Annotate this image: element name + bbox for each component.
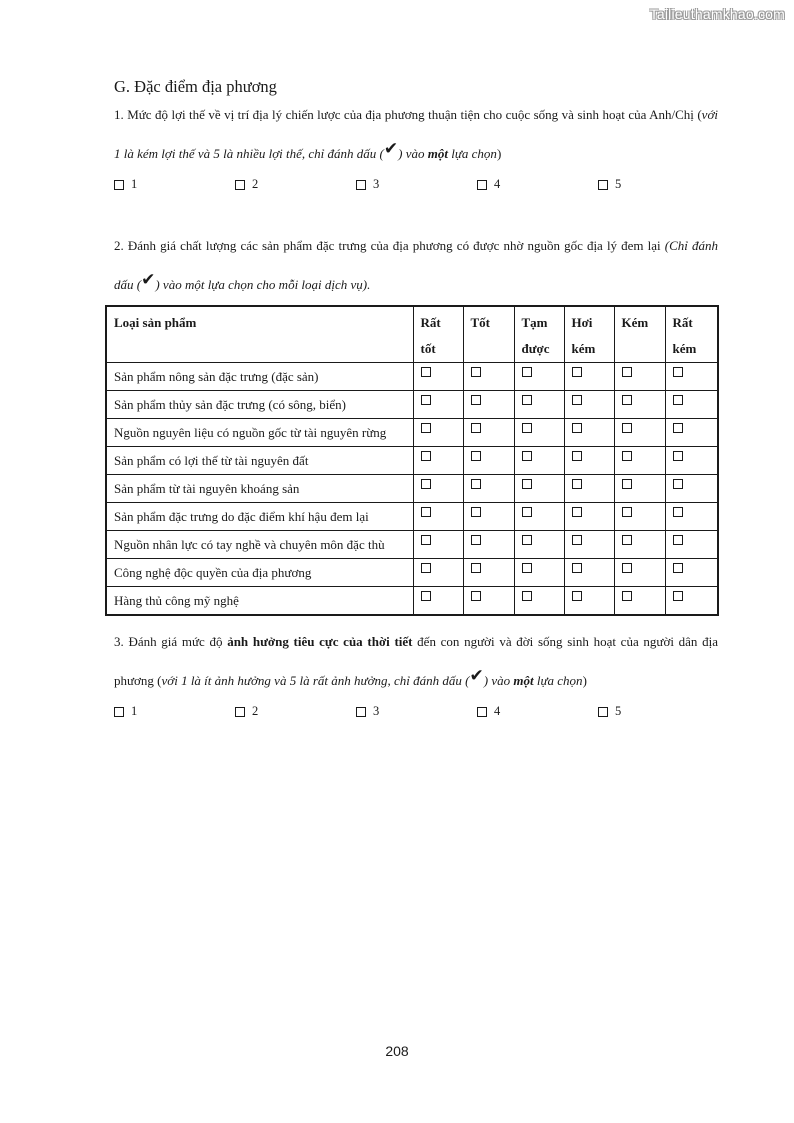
product-name: Sản phẩm từ tài nguyên khoáng sản [106, 475, 413, 503]
rating-cell[interactable] [564, 587, 614, 616]
rating-cell[interactable] [665, 475, 718, 503]
product-name: Sản phẩm nông sản đặc trưng (đặc sản) [106, 363, 413, 391]
question-3-emphasis: ảnh hưởng tiêu cực của thời tiết [227, 634, 413, 649]
checkbox-icon[interactable] [421, 563, 431, 573]
checkbox-icon[interactable] [622, 395, 632, 405]
checkbox-icon[interactable] [421, 423, 431, 433]
header-poor: Kém [614, 306, 665, 363]
checkbox-icon[interactable] [673, 535, 683, 545]
rating-cell[interactable] [413, 391, 463, 419]
checkbox-icon[interactable] [114, 180, 124, 190]
option-label: 3 [373, 704, 380, 718]
rating-cell[interactable] [413, 587, 463, 616]
product-rating-table [105, 305, 719, 616]
rating-cell[interactable] [514, 475, 564, 503]
checkbox-icon[interactable] [421, 479, 431, 489]
checkbox-icon[interactable] [471, 423, 481, 433]
checkbox-icon[interactable] [421, 591, 431, 601]
option-4[interactable] [477, 177, 500, 192]
checkbox-icon[interactable] [622, 507, 632, 517]
rating-cell[interactable] [665, 363, 718, 391]
checkbox-icon[interactable] [622, 591, 632, 601]
question-2 [114, 227, 718, 304]
checkbox-icon[interactable] [522, 563, 532, 573]
rating-cell[interactable] [514, 447, 564, 475]
question-3-options [114, 704, 634, 724]
checkbox-icon[interactable] [572, 423, 582, 433]
rating-cell[interactable] [614, 587, 665, 616]
checkbox-icon[interactable] [522, 591, 532, 601]
rating-cell[interactable] [463, 391, 514, 419]
question-1-options [114, 177, 634, 197]
rating-cell[interactable] [514, 391, 564, 419]
table-row [106, 503, 718, 531]
checkbox-icon[interactable] [471, 451, 481, 461]
rating-cell[interactable] [413, 419, 463, 447]
question-2-hint: (Chỉ đánh dấu (✔) vào một lựa chọn cho mỗi loại dịch vụ). [114, 238, 718, 292]
product-name: Nguồn nguyên liệu có nguồn gốc từ tài nguyên rừng [106, 419, 413, 447]
checkbox-icon[interactable] [421, 451, 431, 461]
rating-cell[interactable] [413, 531, 463, 559]
checkbox-icon[interactable] [673, 479, 683, 489]
rating-cell[interactable] [564, 503, 614, 531]
rating-cell[interactable] [614, 503, 665, 531]
product-name: Sản phẩm đặc trưng do đặc điểm khí hậu đem lại [106, 503, 413, 531]
rating-cell[interactable] [514, 363, 564, 391]
header-product: Loại sản phẩm [106, 306, 413, 363]
checkbox-icon[interactable] [235, 180, 245, 190]
checkbox-icon[interactable] [477, 180, 487, 190]
question-1: 1. Mức độ lợi thế về vị trí địa lý chiến lược của địa phương thuận tiện cho cuộc sống và sinh hoạt của Anh/Chị (với 1 là kém lợi thế và 5 là nhiều lợi thế, chỉ đánh dấu (✔) vào một lựa chọn) [114, 107, 718, 161]
rating-cell[interactable] [564, 447, 614, 475]
rating-cell[interactable] [463, 503, 514, 531]
rating-cell[interactable] [413, 559, 463, 587]
checkbox-icon[interactable] [622, 423, 632, 433]
rating-cell[interactable] [564, 419, 614, 447]
watermark: Tailieuthamkhao.com [649, 6, 785, 22]
checkbox-icon[interactable] [471, 591, 481, 601]
option-label: 3 [373, 177, 380, 191]
option-3[interactable] [356, 704, 379, 719]
checkbox-icon[interactable] [471, 395, 481, 405]
rating-cell[interactable] [514, 587, 564, 616]
checkbox-icon[interactable] [673, 563, 683, 573]
checkbox-icon[interactable] [572, 479, 582, 489]
rating-cell[interactable] [665, 391, 718, 419]
product-name: Nguồn nhân lực có tay nghề và chuyên môn đặc thù [106, 531, 413, 559]
rating-cell[interactable] [463, 363, 514, 391]
checkbox-icon[interactable] [471, 563, 481, 573]
table-row [106, 447, 718, 475]
checkbox-icon[interactable] [622, 563, 632, 573]
page-number: 208 [385, 1043, 409, 1059]
checkbox-icon[interactable] [471, 367, 481, 377]
rating-cell[interactable] [614, 447, 665, 475]
rating-cell[interactable] [413, 475, 463, 503]
checkbox-icon[interactable] [356, 707, 366, 717]
option-2[interactable] [235, 177, 258, 192]
rating-cell[interactable] [564, 363, 614, 391]
table-row [106, 531, 718, 559]
product-name: Công nghệ độc quyền của địa phương [106, 559, 413, 587]
checkbox-icon[interactable] [356, 180, 366, 190]
rating-cell[interactable] [665, 531, 718, 559]
rating-cell[interactable] [665, 503, 718, 531]
option-4[interactable] [477, 704, 500, 719]
checkbox-icon[interactable] [471, 507, 481, 517]
header-slightly-poor: Hơi kém [564, 306, 614, 363]
checkbox-icon[interactable] [572, 563, 582, 573]
rating-cell[interactable] [564, 475, 614, 503]
question-3-hint: với 1 là ít ảnh hưởng và 5 là rất ảnh hưởng, chỉ đánh dấu (✔) vào một lựa chọn [161, 666, 583, 688]
section-title: G. Đặc điểm địa phương [114, 77, 277, 96]
checkbox-icon[interactable] [522, 451, 532, 461]
checkbox-icon[interactable] [471, 479, 481, 489]
rating-cell[interactable] [665, 559, 718, 587]
checkbox-icon[interactable] [572, 395, 582, 405]
rating-cell[interactable] [413, 503, 463, 531]
rating-cell[interactable] [514, 559, 564, 587]
table-row [106, 363, 718, 391]
table-row [106, 559, 718, 587]
question-1-hint: với 1 là kém lợi thế và 5 là nhiều lợi thế, chỉ đánh dấu (✔) vào một lựa chọn [114, 107, 718, 161]
checkbox-icon[interactable] [673, 423, 683, 433]
header-very-good: Rất tốt [413, 306, 463, 363]
product-name: Hàng thủ công mỹ nghệ [106, 587, 413, 616]
checkbox-icon[interactable] [622, 367, 632, 377]
rating-cell[interactable] [614, 475, 665, 503]
checkbox-icon[interactable] [421, 535, 431, 545]
checkbox-icon[interactable] [471, 535, 481, 545]
checkbox-icon[interactable] [673, 591, 683, 601]
option-5[interactable] [598, 704, 621, 719]
checkbox-icon[interactable] [522, 395, 532, 405]
checkbox-icon[interactable] [522, 367, 532, 377]
header-good: Tốt [463, 306, 514, 363]
question-3: 3. Đánh giá mức độ ảnh hưởng tiêu cực của thời tiết đến con người và đời sống sinh hoạt của người dân địa phương (với 1 là ít ảnh hưởng và 5 là rất ảnh hưởng, chỉ đánh dấu (✔) vào một lựa chọn) [114, 634, 718, 688]
rating-cell[interactable] [564, 531, 614, 559]
checkbox-icon[interactable] [572, 535, 582, 545]
checkbox-icon[interactable] [235, 707, 245, 717]
checkbox-icon[interactable] [421, 507, 431, 517]
rating-cell[interactable] [614, 419, 665, 447]
checkbox-icon[interactable] [572, 367, 582, 377]
product-name: Sản phẩm có lợi thế từ tài nguyên đất [106, 447, 413, 475]
rating-cell[interactable] [413, 363, 463, 391]
header-acceptable: Tạm được [514, 306, 564, 363]
option-5[interactable] [598, 177, 621, 192]
rating-cell[interactable] [564, 559, 614, 587]
rating-cell[interactable] [463, 419, 514, 447]
rating-cell[interactable] [463, 475, 514, 503]
rating-cell[interactable] [665, 447, 718, 475]
option-label: 2 [252, 704, 259, 718]
checkbox-icon[interactable] [598, 180, 608, 190]
option-label: 5 [615, 704, 622, 718]
option-label: 2 [252, 177, 259, 191]
rating-cell[interactable] [614, 559, 665, 587]
rating-cell[interactable] [463, 559, 514, 587]
checkbox-icon[interactable] [522, 423, 532, 433]
checkmark-icon: ✔ [469, 666, 484, 686]
option-3[interactable] [356, 177, 379, 192]
product-name: Sản phẩm thủy sản đặc trưng (có sông, biển) [106, 391, 413, 419]
header-very-poor: Rất kém [665, 306, 718, 363]
rating-cell[interactable] [514, 531, 564, 559]
checkbox-icon[interactable] [673, 395, 683, 405]
rating-cell[interactable] [463, 531, 514, 559]
table-row [106, 587, 718, 616]
checkbox-icon[interactable] [622, 535, 632, 545]
checkbox-icon[interactable] [421, 367, 431, 377]
checkbox-icon[interactable] [572, 451, 582, 461]
checkbox-icon[interactable] [522, 479, 532, 489]
rating-cell[interactable] [463, 587, 514, 616]
rating-cell[interactable] [514, 419, 564, 447]
table-row [106, 391, 718, 419]
question-1-text: 1. Mức độ lợi thế về vị trí địa lý chiến lược của địa phương thuận tiện cho cuộc sống và sinh hoạt của Anh/Chị ( [114, 107, 702, 122]
option-label: 4 [494, 177, 501, 191]
rating-cell[interactable] [665, 587, 718, 616]
rating-cell[interactable] [463, 447, 514, 475]
checkmark-icon: ✔ [383, 139, 399, 159]
option-label: 1 [131, 177, 138, 191]
checkbox-icon[interactable] [421, 395, 431, 405]
checkbox-icon[interactable] [622, 451, 632, 461]
option-label: 1 [131, 704, 138, 718]
checkbox-icon[interactable] [673, 451, 683, 461]
rating-cell[interactable] [514, 503, 564, 531]
option-label: 4 [494, 704, 501, 718]
option-1[interactable] [114, 704, 137, 719]
checkbox-icon[interactable] [572, 591, 582, 601]
rating-cell[interactable] [614, 363, 665, 391]
checkbox-icon[interactable] [622, 479, 632, 489]
checkbox-icon[interactable] [673, 507, 683, 517]
checkbox-icon[interactable] [572, 507, 582, 517]
checkbox-icon[interactable] [598, 707, 608, 717]
checkbox-icon[interactable] [114, 707, 124, 717]
checkbox-icon[interactable] [522, 507, 532, 517]
rating-cell[interactable] [564, 391, 614, 419]
checkbox-icon[interactable] [522, 535, 532, 545]
rating-cell[interactable] [665, 419, 718, 447]
checkbox-icon[interactable] [673, 367, 683, 377]
question-2-text: 2. Đánh giá chất lượng các sản phẩm đặc trưng của địa phương có được nhờ nguồn gốc địa lý đem lại [114, 238, 665, 253]
rating-cell[interactable] [413, 447, 463, 475]
option-2[interactable] [235, 704, 258, 719]
rating-cell[interactable] [614, 531, 665, 559]
checkmark-icon: ✔ [141, 270, 156, 290]
option-label: 5 [615, 177, 622, 191]
table-header-row [106, 306, 718, 363]
rating-cell[interactable] [614, 391, 665, 419]
table-row [106, 475, 718, 503]
checkbox-icon[interactable] [477, 707, 487, 717]
table-row [106, 419, 718, 447]
option-1[interactable] [114, 177, 137, 192]
